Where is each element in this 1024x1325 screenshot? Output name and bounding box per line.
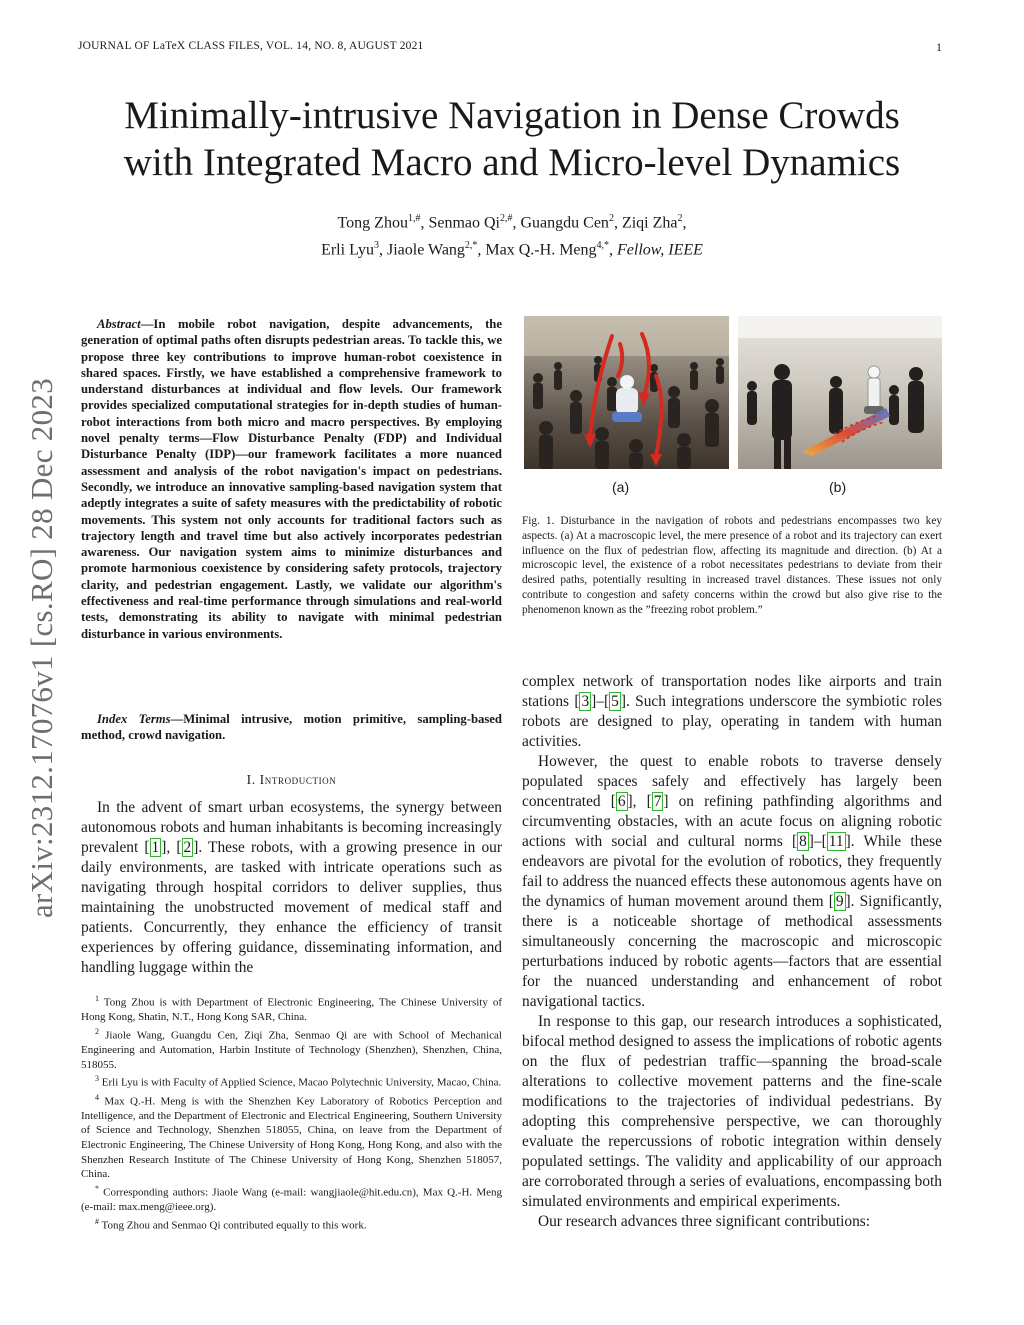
citation-link[interactable]: 1 — [151, 839, 160, 856]
author-affiliation: 1,# — [407, 213, 421, 224]
footnote — [81, 1215, 502, 1233]
intro-paragraph-left: In the advent of smart urban ecosystems, the synergy between autonomous robots and human inhabitants is becoming increasingly prevalent [ 1 ], [ 2 ]. These robots, with a growing presence in our daily environments, are tasked with intricate operations such as navigating through hospital corridors to deliver supplies, thus maintaining the unobstructed movement of medical staff and patients. Concurrently, they enhance the efficiency of transit experiences by offering guidance, disseminating information, and handling luggage within the — [81, 799, 502, 976]
paragraph-text: on refining pathfinding algorithms and circumventing obstacles, with an acute focus on aligning robotic actions with social and cultural norms — [522, 793, 942, 850]
figure-label-b: (b) — [829, 479, 847, 495]
index-terms — [81, 711, 502, 744]
author-separator: , — [477, 241, 486, 259]
footnotes — [81, 992, 502, 1233]
author-affiliation: 2 — [608, 213, 614, 224]
author-affiliation: 4,* — [596, 240, 610, 252]
footnote — [81, 1025, 502, 1072]
section-heading — [81, 772, 502, 788]
arxiv-stamp — [14, 348, 70, 948]
paragraph: However, the quest to enable robots to traverse densely populated spaces safely and effectively has largely been concentrated [ 6 ], [ 7 ] on refining pathfinding algorithms and circumventing obstacles, with an acute focus on aligning robotic actions with social and cultural norms [ 8 ]–[ 11 ]. While these endeavors are pivotal for the evolution of robotics, they frequently fail to address the nuanced effects these autonomous agents have on the dynamics of human movement around them [ 9 ]. Significantly, there is a noticeable shortage of methodical assessments simultaneously concerning the macroscopic and microscopic perturbations induced by robotic agents—factors that are essential for the nuanced understanding and enhancement of robot navigational tactics. — [522, 753, 942, 1010]
citation-link[interactable]: 7 — [653, 793, 662, 810]
author-name: Senmao Qi — [428, 214, 500, 232]
author-name: Erli Lyu — [321, 241, 374, 259]
citation-link[interactable]: 11 — [828, 833, 844, 850]
citation-link[interactable]: 8 — [799, 833, 807, 850]
footnote-text: Tong Zhou and Senmao Qi contributed equally to this work. — [99, 1219, 367, 1232]
author-affiliation: 2,# — [500, 213, 513, 224]
footnote-text: Max Q.-H. Meng is with the Shenzhen Key Laboratory of Robotics Perception and Intelligence, and the Department of Electronic and Electrical Engineering, Southern University of Science and Technology, Shenzhen 518055, China, on leave from the Department of Electronic Engineering, The Chinese University of Hong Kong, Hong Kong, and also with the Shenzhen Research Institute of The Chinese University of Hong Kong, Shenzhen 518057, China. — [81, 1095, 502, 1181]
range-dash: – — [813, 833, 822, 850]
author-list — [160, 207, 864, 262]
paragraph: complex network of transportation nodes like airports and train stations [ 3 ]–[ 5 ]. Such integrations underscore the symbiotic roles robots are designed to play, operating in tandem with human activities. — [522, 673, 942, 750]
paragraph-text: . Such integrations underscore the symbiotic roles robots are designed to play, operating in tandem with human activities. — [522, 693, 942, 750]
paragraph-text: complex network of transportation nodes like airports and train stations — [522, 673, 942, 710]
title-line-2: with Integrated Macro and Micro-level Dynamics — [123, 141, 901, 184]
index-terms-text: —Minimal intrusive, motion primitive, sampling-based method, crowd navigation. — [81, 712, 502, 743]
author-separator: , — [420, 214, 429, 232]
robot-figure — [864, 366, 884, 414]
footnote — [81, 1072, 502, 1090]
author-separator: , — [682, 214, 687, 232]
section-title: Introduction — [259, 772, 337, 787]
author-line-2 — [160, 234, 864, 261]
footnote-text: Erli Lyu is with Faculty of Applied Science, Macao Polytechnic University, Macao, China. — [99, 1076, 502, 1089]
author-separator: , — [613, 214, 622, 232]
paragraph: In response to this gap, our research introduces a sophisticated, bifocal method designed to assess the implications of robotic agents on the flux of pedestrian traffic—spanning the broad-scale alterations to collective movement patterns and the fine-scale modifications to the trajectories of individual pedestrians. By adopting this comprehensive perspective, we can thoroughly evaluate the repercussions of robotic integration within densely populated settings. The validity and applicability of our approach are corroborated through a series of evaluations, encompassing both simulated environments and empirical experiments. — [522, 1013, 942, 1210]
figure-1a-image — [524, 316, 729, 469]
paragraph-text: . These robots, with a growing presence in our daily environments, are tasked with intricate operations such as navigating through hospital corridors to deliver supplies, thus maintaining the unobstructed movement of medical staff and patients. Concurrently, they enhance the efficiency of transit experiences by offering guidance, disseminating information, and handling luggage within the — [81, 839, 502, 976]
page-number: 1 — [936, 40, 942, 54]
footnote-mark: * — [95, 1183, 99, 1193]
footnote-mark: # — [95, 1216, 99, 1226]
micro-deviation-illustration — [738, 316, 942, 469]
figure-label-a: (a) — [612, 479, 630, 495]
abstract-text: —In mobile robot navigation, despite advancements, the generation of optimal paths often disrupts pedestrian areas. To tackle this, we propose three key contributions to improve human-robot coexistence in shared spaces. Firstly, we have established a comprehensive framework to understand disturbances at individual and flow levels. Our framework provides specialized computational strategies for in-depth studies of human-robot interactions from both micro and macro perspectives. By employing novel penalty terms—Flow Disturbance Penalty (FDP) and Individual Disturbance Penalty (IDP)—our framework facilitates a more nuanced assessment and analysis of the robot navigation's impact on pedestrians. Secondly, we introduce an innovative sampling-based navigation system that adeptly integrates a suite of safety measures with the predictability of robotic movements. This system not only accounts for traditional factors such as trajectory length and travel time but also actively incorporates pedestrian awareness. Our navigation system aims to minimize disturbances and promote harmonious coexistence by considering safety protocols, trajectory clarity, and pedestrian engagement. Lastly, we validate our algorithm's effectiveness and real-time performance through simulations and real-world tests, demonstrating its ability to navigate with minimal pedestrian disturbance in various environments. — [81, 317, 502, 641]
citation-link[interactable]: 3 — [581, 693, 590, 710]
author-fellow-title: Fellow, IEEE — [617, 241, 703, 259]
author-name: Tong Zhou — [337, 214, 408, 232]
footnote — [81, 1182, 502, 1215]
footnote-mark: 1 — [95, 994, 99, 1003]
author-affiliation: 2,* — [464, 240, 478, 252]
footnote-mark: 2 — [95, 1026, 99, 1036]
footnote-text: Corresponding authors: Jiaole Wang (e-mail: wangjiaole@hit.edu.cn), Max Q.-H. Meng (e-mail: max.meng@ieee.org). — [81, 1186, 502, 1213]
author-affiliation: 2 — [677, 213, 683, 224]
abstract — [81, 316, 502, 642]
paragraph-text: . While these endeavors are pivotal for the evolution of robotics, they frequently fail to address the nuanced effects these autonomous agents have on the dynamics of human movement around them — [522, 833, 942, 910]
author-name: Jiaole Wang — [386, 241, 465, 259]
footnote-text: Tong Zhou is with Department of Electronic Engineering, The Chinese University of Hong Kong, Shatin, N.T., Hong Kong SAR, China. — [81, 996, 502, 1024]
citation-link[interactable]: 5 — [611, 693, 619, 710]
paper-title — [60, 92, 964, 186]
running-head: JOURNAL OF LaTeX CLASS FILES, VOL. 14, NO. 8, AUGUST 2021 — [78, 40, 424, 52]
author-line-1 — [160, 207, 864, 234]
arxiv-stamp-text: arXiv:2312.17076v1 [cs.RO] 28 Dec 2023 — [24, 377, 59, 919]
paragraph-text: However, the quest to enable robots to traverse densely populated spaces safely and effectively has largely been concentrated — [522, 753, 942, 810]
footnote — [81, 992, 502, 1025]
footnote-mark: 3 — [95, 1074, 99, 1084]
citation-link[interactable]: 2 — [183, 839, 192, 856]
author-separator: , — [378, 241, 387, 259]
paragraph-text: . Significantly, there is a noticeable shortage of methodical assessments simultaneously concerning the macroscopic and microscopic perturbations induced by robotic agents—factors that are essential for the nuanced understanding and enhancement of robot navigational tactics. — [522, 893, 942, 1010]
crowd-scene-illustration — [524, 316, 729, 469]
author-name: Max Q.-H. Meng — [485, 241, 597, 259]
abstract-label: Abstract — [97, 317, 141, 331]
index-terms-label: Index Terms — [97, 712, 171, 726]
footnote-text: Jiaole Wang, Guangdu Cen, Ziqi Zha, Senmao Qi are with School of Mechanical Engineering and Automation, Harbin Institute of Technology (Shenzhen), Shenzhen, China, 518055. — [81, 1029, 502, 1071]
figure-caption: Fig. 1. Disturbance in the navigation of robots and pedestrians encompasses two key aspects. (a) At a macroscopic level, the mere presence of a robot and its trajectory can exert influence on the flux of pedestrian flow, affecting its magnitude and direction. (b) At a microscopic level, the existence of a robot necessitates pedestrians to deviate from their desired paths, potentially resulting in increased travel distances. These issues not only contribute to congestion and safety concerns within the crowd but also give rise to the phenomenon known as the ”freezing robot problem.” — [522, 515, 942, 616]
footnote — [81, 1091, 502, 1182]
citation-link[interactable]: 6 — [617, 793, 626, 810]
paragraph-text: In the advent of smart urban ecosystems, the synergy between autonomous robots and human inhabitants is becoming increasingly prevalent — [81, 799, 502, 856]
title-line-1: Minimally-intrusive Navigation in Dense Crowds — [124, 94, 900, 137]
author-name: Ziqi Zha — [621, 214, 678, 232]
intro-paragraphs-right — [522, 672, 942, 1232]
citation-link[interactable]: 9 — [835, 893, 844, 910]
author-affiliation: 3 — [373, 240, 379, 252]
section-number: I. — [246, 772, 256, 787]
figure-1b-image — [738, 316, 942, 469]
author-name: Guangdu Cen — [520, 214, 609, 232]
author-separator: , — [512, 214, 521, 232]
footnote-mark: 4 — [95, 1092, 99, 1102]
author-separator: , — [609, 241, 618, 259]
paragraph: Our research advances three significant contributions: — [538, 1213, 871, 1230]
range-dash: – — [596, 693, 605, 710]
